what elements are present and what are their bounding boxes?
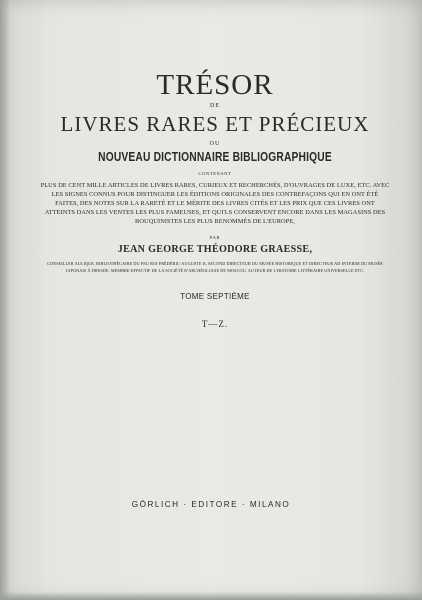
author-credentials: CONSEILLER AULIQUE, BIBLIOTHÉCAIRE DU FEU ROI FRÉDÉRIC-AUGUSTE II, SECOND DIRECTEUR DU MUSÉE HISTORIQUE ET DIRECTEUR AD INTERIM DU MUSÉE JAPONAIS À DRESDE, MEMBRE EFFECTIF DE LA SOCIÉTÉ D'ARCHÉOLOGIE DE MOSCOU, AUTEUR DE L'HISTOIRE LITTÉRAIRE UNIVERSELLE ETC. <box>47 261 383 273</box>
main-title: TRÉSOR <box>156 69 274 101</box>
publisher-imprint: GÖRLICH · EDITORE · MILANO <box>131 500 291 509</box>
author-name: JEAN GEORGE THÉODORE GRAESSE, <box>117 243 313 255</box>
alternate-title: NOUVEAU DICTIONNAIRE BIBLIOGRAPHIQUE <box>98 150 332 164</box>
connector-ou: OU <box>209 141 221 147</box>
letter-range: T—Z. <box>201 319 229 329</box>
connector-de: DE <box>210 103 220 109</box>
page-bottom-shadow <box>0 592 422 600</box>
page-left-shadow <box>0 0 10 600</box>
volume-label: TOME SEPTIÈME <box>180 292 250 301</box>
contenant-label: CONTENANT <box>198 171 232 176</box>
par-label: PAR <box>209 235 221 240</box>
description-paragraph: PLUS DE CENT MILLE ARTICLES DE LIVRES RARES, CURIEUX ET RECHERCHÉS, D'OUVRAGES DE LUXE, ETC. AVEC LES SIGNES CONNUS POUR DISTINGUER LES ÉDITIONS ORIGINALES DES CONTREFAÇONS QUI EN ONT ÉTÉ FAITES, DES NOTES SUR LA RARETÉ ET LE MÉRITE DES LIVRES CITÉS ET LES PRIX QUE CES LIVRES ONT ATTEINTS DANS LES VENTES LES PLUS FAMEUSES, ET QUI'LS CONSERVENT ENCORE DANS LES MAGASINS DES BOUQUINISTES LES PLUS RENOMMÉS DE L'EUROPE, <box>40 182 390 225</box>
subtitle: LIVRES RARES ET PRÉCIEUX <box>60 112 370 136</box>
title-page-content <box>40 70 390 329</box>
